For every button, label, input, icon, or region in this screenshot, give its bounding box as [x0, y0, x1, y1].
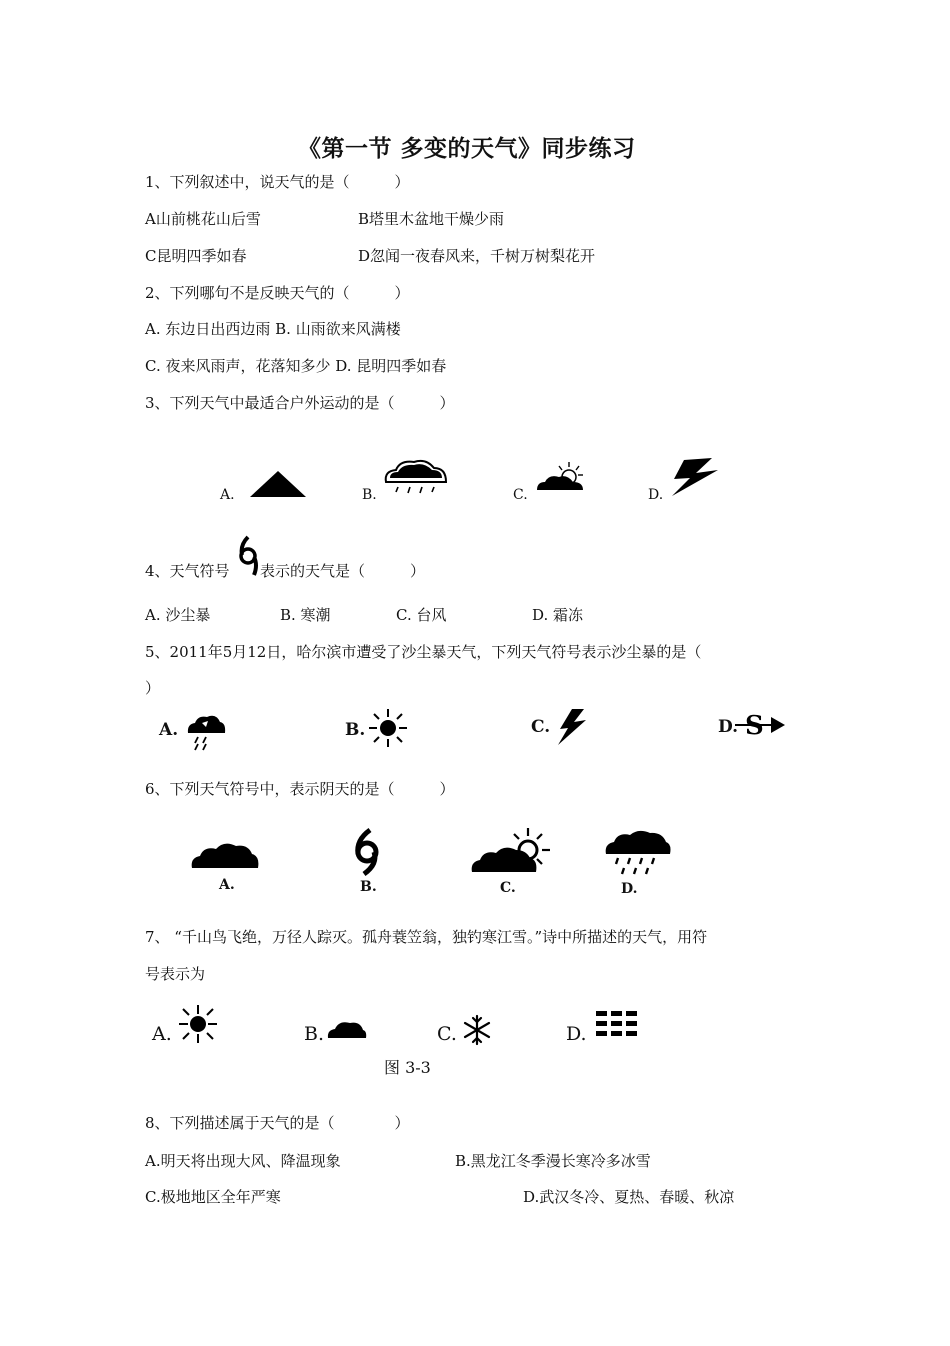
question-3-label-c: C. — [513, 487, 528, 503]
question-4-option-c: C. 台风 — [396, 606, 447, 624]
question-3-label-d: D. — [648, 487, 664, 503]
question-1-option-a: A山前桃花山后雪 — [145, 210, 261, 228]
question-8-option-c: C.极地地区全年严寒 — [145, 1188, 281, 1206]
question-1-option-b: B塔里木盆地干燥少雨 — [358, 210, 505, 228]
question-7-label-d: D. — [566, 1023, 587, 1045]
question-4-stem-end: 表示的天气是（ ） — [260, 562, 426, 580]
question-5-stem: 5、2011年5月12日，哈尔滨市遭受了沙尘暴天气，下列天气符号表示沙尘暴的是（ — [145, 643, 702, 661]
question-5-label-c: C. — [531, 717, 551, 737]
question-4-option-d: D. 霜冻 — [532, 606, 584, 624]
question-2-options-ab: A. 东边日出西边雨 B. 山雨欲来风满楼 — [145, 320, 401, 338]
question-7-label-b: B. — [304, 1023, 325, 1045]
fog-icon — [594, 1009, 640, 1039]
question-1-option-d: D忽闻一夜春风来，千树万树梨花开 — [358, 247, 596, 265]
lightning-icon — [666, 456, 722, 498]
question-5-stem-cont: ） — [145, 679, 161, 697]
question-6-stem: 6、下列天气符号中，表示阴天的是（ ） — [145, 780, 455, 798]
overcast-cloud-icon — [190, 838, 260, 872]
page-title: 《第一节 多变的天气》同步练习 — [298, 135, 636, 162]
hail-cloud-icon — [186, 709, 226, 751]
question-3-stem: 3、下列天气中最适合户外运动的是（ ） — [145, 394, 455, 412]
question-7-stem: 7、 “千山鸟飞绝，万径人踪灭。孤舟蓑笠翁，独钓寒江雪。”诗中所描述的天气，用符 — [145, 928, 708, 946]
question-7-label-c: C. — [437, 1023, 457, 1045]
question-3-label-b: B. — [362, 487, 377, 503]
high-pressure-icon — [248, 470, 308, 500]
question-1-stem: 1、下列叙述中，说天气的是（ ） — [145, 173, 410, 191]
question-6-label-c: C. — [500, 880, 516, 896]
question-5-label-a: A. — [159, 720, 179, 740]
question-6-label-b: B. — [360, 879, 377, 895]
question-8-option-b: B.黑龙江冬季漫长寒冷多冰雪 — [455, 1152, 651, 1170]
question-8-stem: 8、下列描述属于天气的是（ ） — [145, 1114, 410, 1132]
overcast-cloud-icon — [326, 1018, 368, 1040]
question-4-option-b: B. 寒潮 — [280, 606, 331, 624]
question-8-option-d: D.武汉冬冷、夏热、春暖、秋凉 — [523, 1188, 735, 1206]
question-2-stem: 2、下列哪句不是反映天气的（ ） — [145, 284, 410, 302]
rain-cloud-icon — [604, 828, 672, 878]
snowflake-icon — [461, 1014, 493, 1046]
question-5-label-d: D. — [718, 717, 739, 737]
svg-text:S: S — [745, 711, 764, 741]
question-6-label-a: A. — [219, 877, 235, 893]
question-5-label-b: B. — [345, 720, 366, 740]
lightning-icon — [552, 708, 588, 746]
question-7-label-a: A. — [152, 1023, 172, 1045]
question-3-label-a: A. — [220, 487, 235, 503]
question-1-option-c: C昆明四季如春 — [145, 247, 247, 265]
rain-cloud-icon — [382, 456, 450, 498]
typhoon-icon — [236, 535, 260, 577]
cloud-with-sun-icon — [470, 826, 554, 876]
sun-icon — [368, 708, 408, 748]
typhoon-icon — [350, 828, 384, 876]
question-2-options-cd: C. 夜来风雨声，花落知多少 D. 昆明四季如春 — [145, 357, 447, 375]
question-6-label-d: D. — [621, 881, 638, 897]
figure-caption: 图 3-3 — [384, 1058, 431, 1077]
question-4-option-a: A. 沙尘暴 — [145, 606, 211, 624]
sun-icon — [178, 1004, 218, 1044]
question-8-option-a: A.明天将出现大风、降温现象 — [145, 1152, 341, 1170]
sun-cloud-icon — [535, 460, 587, 494]
question-7-stem-cont: 号表示为 — [145, 965, 206, 983]
sandstorm-icon — [735, 711, 787, 739]
question-4-stem-start: 4、天气符号 — [145, 562, 230, 580]
